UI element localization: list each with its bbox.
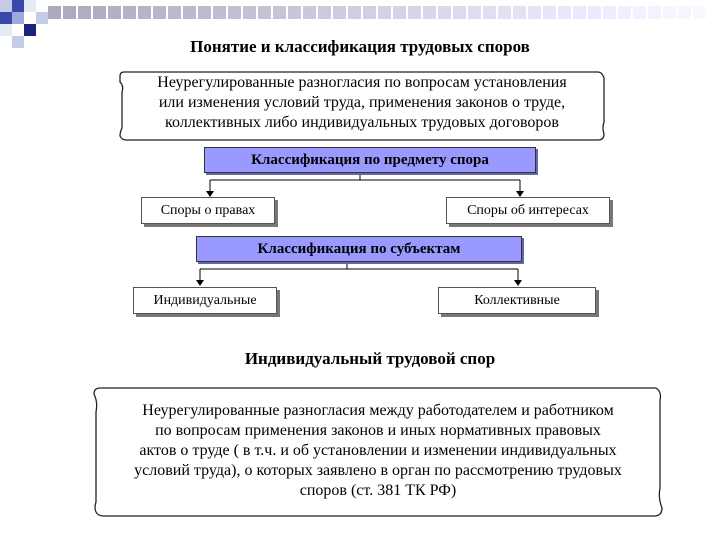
individual-dispute-line: актов о труде ( в т.ч. и об установлении и изменении индивидуальных xyxy=(139,442,617,459)
collective-box xyxy=(438,287,596,314)
interest-disputes-label: Споры об интересах xyxy=(467,202,589,218)
classification-parties-box xyxy=(196,236,522,262)
individual-dispute-line: условий труда), о которых заявлено в орган по рассмотрению трудовых xyxy=(134,462,622,479)
individual-dispute-line: Неурегулированные разногласия между работодателем и работником xyxy=(142,402,614,419)
interest-disputes-box xyxy=(446,197,610,224)
rights-disputes-label: Споры о правах xyxy=(160,202,256,218)
individual-dispute-box xyxy=(92,384,664,518)
individual-label: Индивидуальные xyxy=(153,292,257,308)
individual-dispute-line: по вопросам применения законов и иных нормативных правовых xyxy=(155,422,601,439)
definition-line: коллективных либо индивидуальных трудовых договоров xyxy=(165,114,559,131)
classification-parties-label: Классификация по субъектам xyxy=(257,240,461,257)
page-title: Понятие и классификация трудовых споров xyxy=(190,37,530,56)
individual-dispute-line: споров (ст. 381 ТК РФ) xyxy=(299,482,457,499)
rights-disputes-box xyxy=(141,197,275,224)
collective-label: Коллективные xyxy=(474,292,560,308)
classification-subject-box xyxy=(204,147,536,173)
definition-line: Неурегулированные разногласия по вопросам установления xyxy=(157,74,567,91)
individual-box xyxy=(133,287,277,314)
definition-line: или изменения условий труда, применения законов о труде, xyxy=(158,94,566,111)
classification-subject-label: Классификация по предмету спора xyxy=(251,151,489,168)
section-heading: Индивидуальный трудовой спор xyxy=(244,349,496,368)
definition-box xyxy=(118,68,606,142)
